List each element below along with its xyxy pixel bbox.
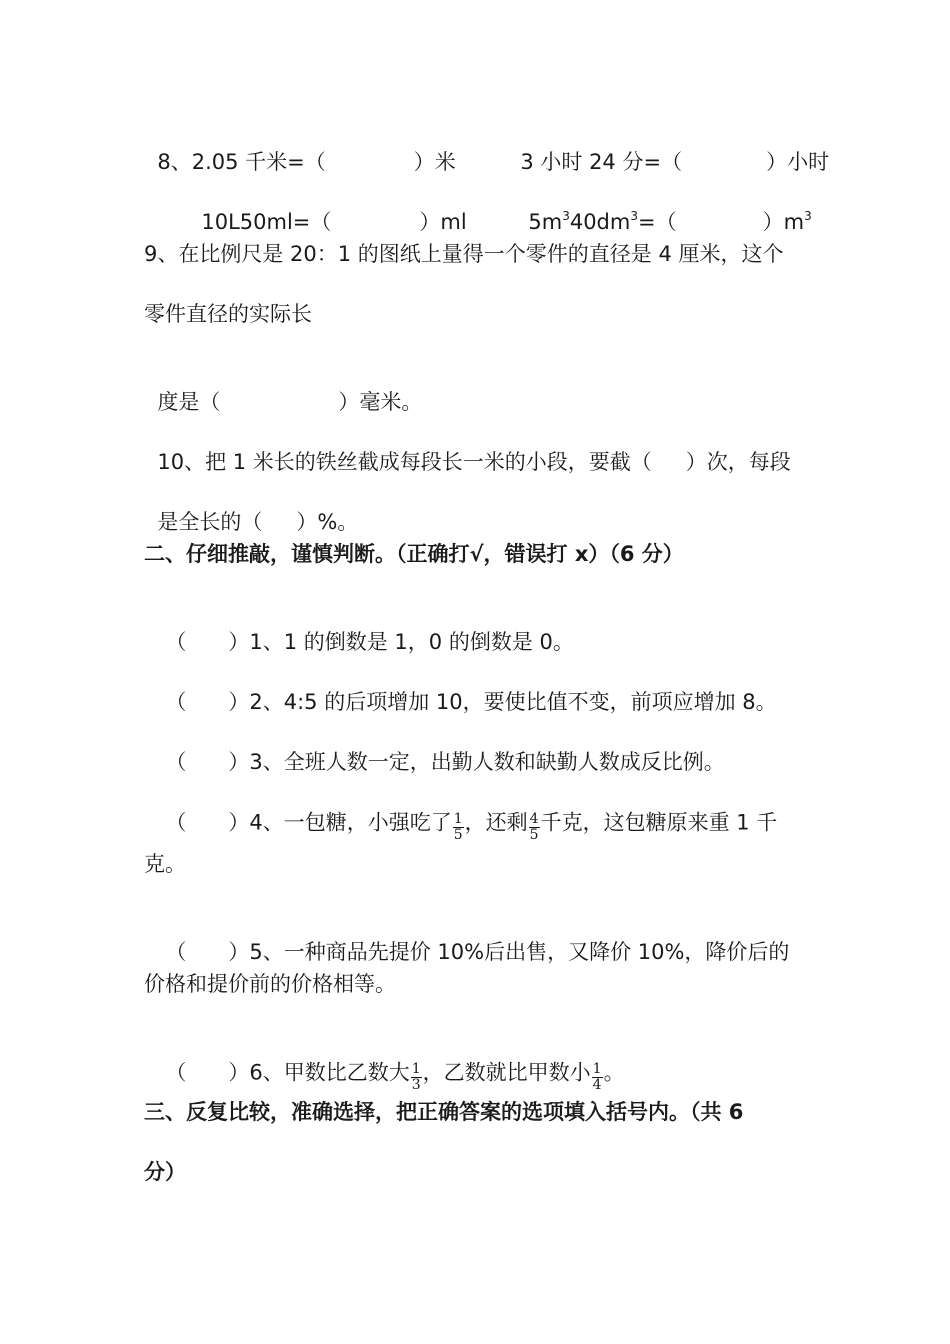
q8-hour — [507, 120, 829, 176]
judge-paren-close: ） — [228, 810, 250, 835]
section3-heading-cont: 分） — [144, 1160, 186, 1184]
judge-paren-close: ） — [228, 940, 250, 964]
q8-vol-a: 5m — [528, 210, 563, 234]
q8-liter-unit: ）ml — [419, 210, 467, 234]
q10-line2-b: ）%。 — [296, 510, 359, 534]
fraction-denominator: 3 — [411, 1077, 421, 1093]
judge-text-3: 3、全班人数一定，出勤人数和缺勤人数成反比例。 — [249, 750, 725, 774]
judge-text-4c: 千克，这包糖原来重 1 千 — [540, 810, 778, 835]
exp3: 3 — [630, 209, 638, 223]
fraction — [411, 1062, 422, 1093]
q10-line2 — [144, 480, 358, 536]
judge-item-6 — [152, 1030, 625, 1093]
judge-item-5 — [152, 910, 789, 966]
judge-item-3 — [152, 720, 725, 776]
q8-km-unit: ）米 — [413, 150, 456, 174]
q8-km-expr: 2.05 千米=（ — [191, 150, 326, 174]
fraction-numerator: 1 — [411, 1061, 421, 1077]
q9-line3-a: 度是（ — [157, 390, 221, 414]
judge-paren-close: ） — [228, 1060, 250, 1085]
judge-item-2 — [152, 660, 777, 716]
judge-paren-open: （ — [165, 630, 187, 654]
fraction — [592, 1062, 603, 1093]
exp3: 3 — [562, 209, 570, 223]
judge-text-4a: 4、一包糖，小强吃了 — [249, 810, 452, 835]
q8-liter — [188, 180, 467, 236]
q8-hour-expr: 3 小时 24 分=（ — [520, 150, 683, 174]
exp3: 3 — [804, 209, 812, 223]
judge-text-5: 5、一种商品先提价 10%后出售，又降价 10%，降价后的 — [249, 940, 790, 964]
judge-item-1 — [152, 600, 574, 656]
section2-heading: 二、仔细推敲，谨慎判断。（正确打√，错误打 x）（6 分） — [144, 542, 684, 566]
judge-text-2: 2、4:5 的后项增加 10，要使比值不变，前项应增加 8。 — [249, 690, 777, 714]
fraction — [529, 812, 540, 843]
fraction-denominator: 5 — [529, 827, 539, 843]
judge-paren-open: （ — [165, 690, 187, 714]
q8-hour-unit: ）小时 — [766, 150, 830, 174]
q8-liter-expr: 10L50ml=（ — [201, 210, 332, 234]
judge-paren-open: （ — [165, 940, 187, 964]
judge-item-4 — [152, 780, 778, 843]
q8-label: 8、 — [157, 150, 192, 174]
q9-line3-b: ）毫米。 — [338, 390, 423, 414]
judge-paren-open: （ — [165, 750, 187, 774]
q8-volume — [515, 180, 812, 236]
judge-paren-close: ） — [228, 690, 250, 714]
fraction-numerator: 4 — [529, 811, 539, 827]
judge-text-1: 1、1 的倒数是 1，0 的倒数是 0。 — [249, 630, 574, 654]
judge-text-6c: 。 — [603, 1060, 625, 1085]
q8-vol-b: 40dm — [569, 210, 631, 234]
q9-line1: 9、在比例尺是 20：1 的图纸上量得一个零件的直径是 4 厘米，这个 — [144, 242, 784, 266]
q10-line1-a: 10、把 1 米长的铁丝截成每段长一米的小段，要截（ — [157, 450, 652, 474]
q10-line1-b: ）次，每段 — [685, 450, 791, 474]
judge-item-4-cont: 克。 — [144, 852, 186, 876]
judge-paren-open: （ — [165, 810, 187, 835]
judge-paren-close: ） — [228, 750, 250, 774]
fraction-numerator: 1 — [592, 1061, 602, 1077]
q9-line3 — [144, 360, 422, 416]
q8-vol-unit: ）m — [762, 210, 805, 234]
fraction — [453, 812, 464, 843]
judge-text-6a: 6、甲数比乙数大 — [249, 1060, 410, 1085]
q9-line2: 零件直径的实际长 — [144, 302, 312, 326]
judge-text-4b: ，还剩 — [464, 810, 528, 835]
section3-heading: 三、反复比较，准确选择，把正确答案的选项填入括号内。（共 6 — [144, 1100, 744, 1124]
q8-line1 — [144, 120, 456, 176]
judge-paren-open: （ — [165, 1060, 187, 1085]
judge-item-5-cont: 价格和提价前的价格相等。 — [144, 972, 396, 996]
fraction-denominator: 4 — [592, 1077, 602, 1093]
judge-text-6b: ，乙数就比甲数小 — [422, 1060, 591, 1085]
q8-vol-c: =（ — [637, 210, 677, 234]
judge-paren-close: ） — [228, 630, 250, 654]
q10-line2-a: 是全长的（ — [157, 510, 263, 534]
fraction-numerator: 1 — [453, 811, 463, 827]
q10-line1 — [144, 420, 791, 476]
fraction-denominator: 5 — [453, 827, 463, 843]
